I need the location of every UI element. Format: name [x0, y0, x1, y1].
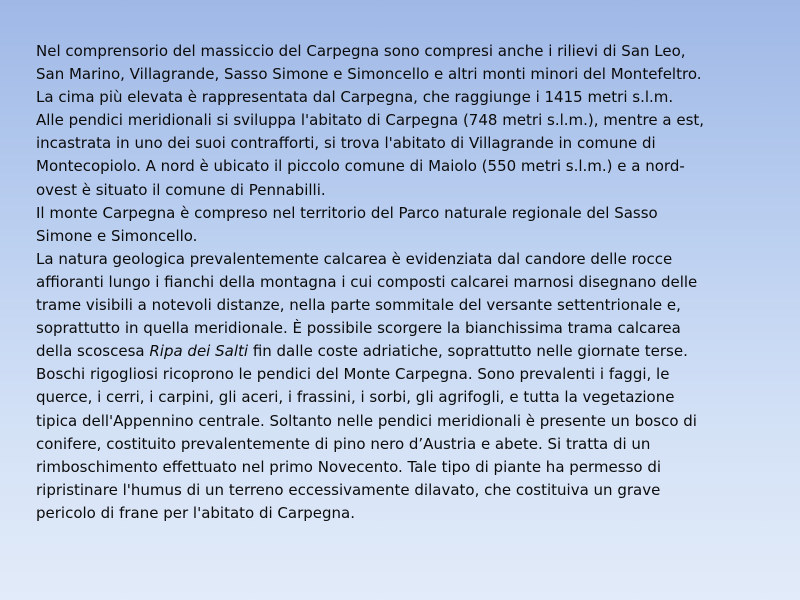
text-line: Nel comprensorio del massiccio del Carpegna sono compresi anche i rilievi di San Leo,	[36, 42, 686, 60]
italic-place-name: Ripa dei Salti	[149, 342, 249, 361]
text-line: trame visibili a notevoli distanze, nella parte sommitale del versante settentrionale e,	[36, 296, 681, 315]
text-line-with-italic	[36, 340, 776, 363]
text-line: querce, i cerri, i carpini, gli aceri, i frassini, i sorbi, gli agrifogli, e tutta la vegetazione	[36, 388, 675, 407]
text-line: San Marino, Villagrande, Sasso Simone e Simoncello e altri monti minori del Montefeltro.	[36, 65, 702, 84]
body-text	[36, 40, 776, 525]
text-line: soprattutto in quella meridionale. È possibile scorgere la bianchissima trama calcarea	[36, 319, 681, 338]
text-line: Montecopiolo. A nord è ubicato il piccolo comune di Maiolo (550 metri s.l.m.) e a nord-	[36, 157, 685, 176]
text-line: affioranti lungo i fianchi della montagna i cui composti calcarei marnosi disegnano delle	[36, 272, 698, 291]
text-line: Simone e Simoncello.	[36, 226, 198, 245]
text-line: rimboschimento effettuato nel primo Novecento. Tale tipo di piante ha permesso di	[36, 457, 662, 476]
text-line: La cima più elevata è rappresentata dal Carpegna, che raggiunge i 1415 metri s.l.m.	[36, 88, 674, 107]
text-line: tipica dell'Appennino centrale. Soltanto nelle pendici meridionali è presente un bosco di	[36, 411, 697, 430]
text-line: Il monte Carpegna è compreso nel territorio del Parco naturale regionale del Sasso	[36, 203, 658, 222]
text-line: incastrata in uno dei suoi contrafforti, si trova l'abitato di Villagrande in comune di	[36, 134, 656, 153]
text-line: pericolo di frane per l'abitato di Carpegna.	[36, 503, 356, 522]
text-line: ovest è situato il comune di Pennabilli.	[36, 180, 326, 199]
text-line: Alle pendici meridionali si sviluppa l'abitato di Carpegna (748 metri s.l.m.), mentre a est,	[36, 111, 705, 130]
text-line: ripristinare l'humus di un terreno eccessivamente dilavato, che costituiva un grave	[36, 480, 661, 499]
text-segment: fin dalle coste adriatiche, soprattutto nelle giornate terse.	[248, 342, 688, 361]
text-segment: della scoscesa	[36, 342, 150, 361]
text-line: La natura geologica prevalentemente calcarea è evidenziata dal candore delle rocce	[36, 249, 673, 268]
text-line: Boschi rigogliosi ricoprono le pendici del Monte Carpegna. Sono prevalenti i faggi, le	[36, 365, 670, 384]
text-line: conifere, costituito prevalentemente di pino nero d’Austria e abete. Si tratta di un	[36, 434, 651, 453]
